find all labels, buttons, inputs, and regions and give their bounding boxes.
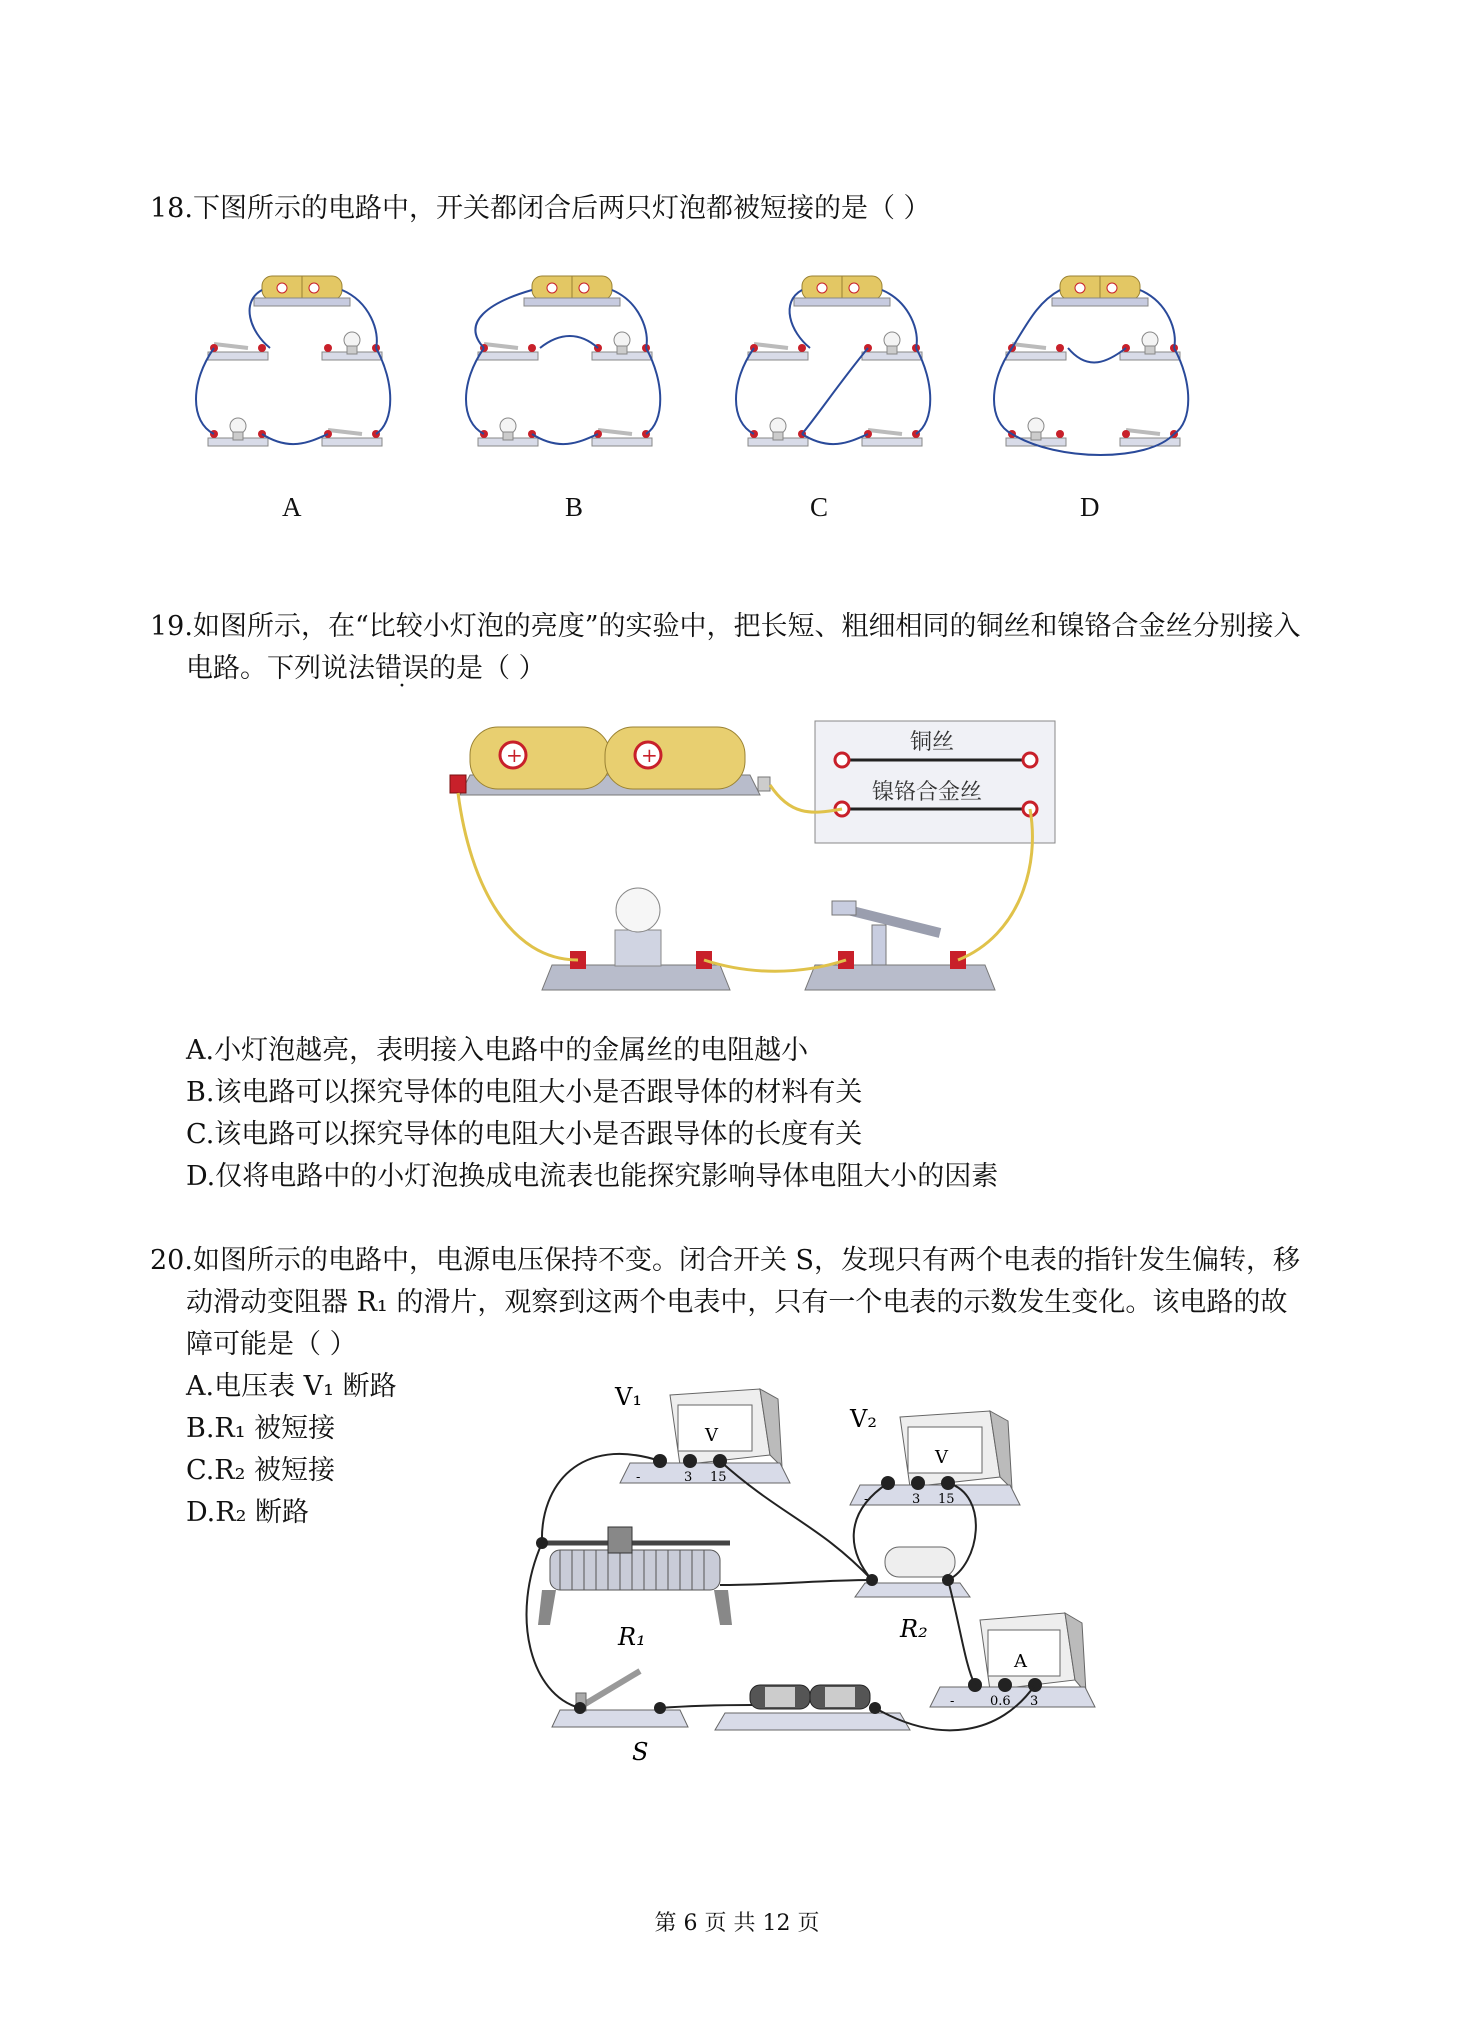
- q18-option-d-label: D: [1080, 492, 1100, 522]
- q20-option-b: B.R₁ 被短接: [186, 1413, 336, 1444]
- ammeter-scale-3: 3: [1030, 1694, 1039, 1709]
- voltmeter-v1: [614, 1383, 790, 1485]
- q20-stem-line3: 障可能是（ ）: [186, 1329, 357, 1360]
- voltmeter-v2: [849, 1405, 1020, 1507]
- rheostat-r1: [536, 1527, 732, 1651]
- q18-figures: [180, 262, 1260, 472]
- q18-circuit-c: [736, 276, 930, 446]
- r2-label: R₂: [900, 1615, 928, 1643]
- v1-label: V₁: [615, 1383, 642, 1411]
- v2-minus: -: [864, 1492, 869, 1507]
- r1-label: R₁: [618, 1623, 646, 1651]
- q19-stem-line1: 19.如图所示，在“比较小灯泡的亮度”的实验中，把长短、粗细相同的铜丝和镍铬合金丝分别接入: [150, 611, 1301, 642]
- q19-nichrome-label: 镍铬合金丝: [872, 780, 983, 805]
- ammeter-minus: -: [950, 1694, 955, 1709]
- q20-figure: [520, 1375, 1100, 1765]
- svg-text:+: +: [641, 743, 658, 767]
- ammeter-scale-06: 0.6: [990, 1694, 1011, 1709]
- v2-scale-3: 3: [912, 1492, 921, 1507]
- q18-option-a-label: A: [282, 492, 302, 522]
- q19-stem-line2-post: 的是（ ）: [429, 653, 546, 684]
- v2-label: V₂: [850, 1405, 877, 1433]
- ammeter-symbol: A: [1014, 1651, 1027, 1672]
- q19-copper-label: 铜丝: [910, 730, 955, 755]
- v1-minus: -: [636, 1470, 641, 1485]
- q19-stem-line2-pre: 电路。下列说法: [186, 653, 375, 684]
- q20-stem-line2: 动滑动变阻器 R₁ 的滑片，观察到这两个电表中，只有一个电表的示数发生变化。该电路的故: [186, 1287, 1288, 1318]
- q19-stem-emphasis: 错误: [375, 653, 429, 684]
- v1-scale-15: 15: [710, 1470, 727, 1485]
- q19-stem-line2: [186, 652, 546, 686]
- q18-circuit-a: [196, 276, 390, 446]
- battery: [715, 1685, 910, 1730]
- q20-option-c: C.R₂ 被短接: [186, 1455, 336, 1486]
- v1-symbol: V: [705, 1425, 718, 1446]
- q19-option-d: D.仅将电路中的小灯泡换成电流表也能探究影响导体电阻大小的因素: [186, 1161, 999, 1192]
- svg-text:+: +: [506, 743, 523, 767]
- v1-scale-3: 3: [684, 1470, 693, 1485]
- q19-option-a: A.小灯泡越亮，表明接入电路中的金属丝的电阻越小: [186, 1035, 809, 1066]
- q18-option-b-label: B: [565, 492, 584, 522]
- q20-option-a: A.电压表 V₁ 断路: [186, 1371, 397, 1402]
- s-label: S: [632, 1738, 649, 1765]
- page-footer: 第 6 页 共 12 页: [654, 1911, 820, 1936]
- q19-option-c: C.该电路可以探究导体的电阻大小是否跟导体的长度有关: [186, 1119, 863, 1150]
- q20-option-d: D.R₂ 断路: [186, 1497, 310, 1528]
- v2-symbol: V: [935, 1447, 948, 1468]
- q19-figure: [440, 715, 1080, 1015]
- switch-s: [552, 1671, 688, 1765]
- q19-option-b: B.该电路可以探究导体的电阻大小是否跟导体的材料有关: [186, 1077, 863, 1108]
- v2-scale-15: 15: [938, 1492, 955, 1507]
- q18-circuit-b: [466, 276, 660, 446]
- q18-stem: 18.下图所示的电路中，开关都闭合后两只灯泡都被短接的是（ ）: [150, 193, 931, 224]
- ammeter: [930, 1613, 1095, 1709]
- q20-stem-line1: 20.如图所示的电路中，电源电压保持不变。闭合开关 S，发现只有两个电表的指针发生偏转，移: [150, 1245, 1301, 1276]
- q18-circuit-d: [994, 276, 1188, 455]
- q18-option-c-label: C: [810, 492, 829, 522]
